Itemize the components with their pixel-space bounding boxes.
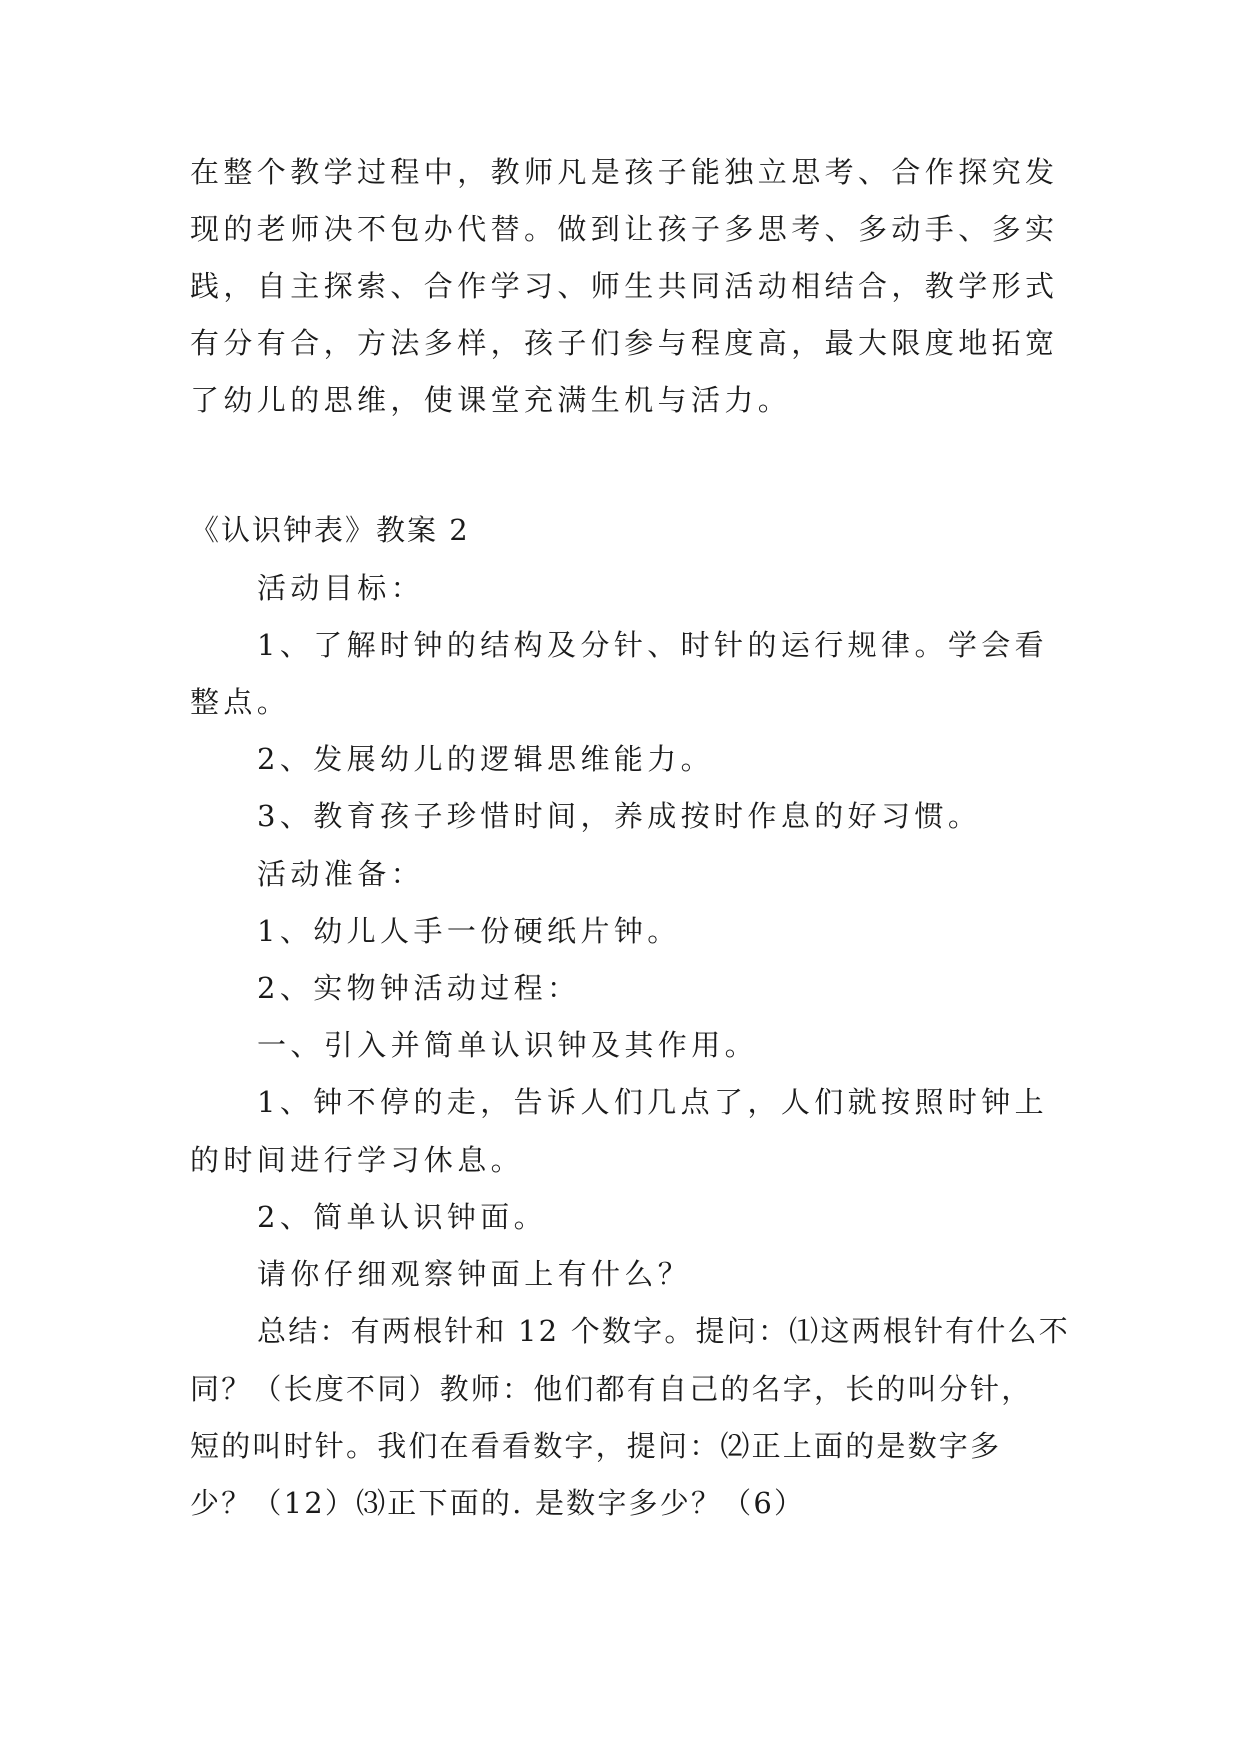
summary-line-1: 总结：有两根针和 12 个数字。提问：⑴这两根针有什么不 [257, 1314, 1070, 1348]
goal-3: 3、教育孩子珍惜时间，养成按时作息的好习惯。 [257, 799, 982, 833]
intro-paragraph-line-5: 了幼儿的思维，使课堂充满生机与活力。 [190, 383, 792, 417]
intro-paragraph-line-3: 践，自主探索、合作学习、师生共同活动相结合，教学形式 [190, 269, 1059, 303]
intro-paragraph-line-2: 现的老师决不包办代替。做到让孩子多思考、多动手、多实 [190, 212, 1059, 246]
summary-line-3: 短的叫时针。我们在看看数字，提问：⑵正上面的是数字多 [190, 1429, 1002, 1463]
step-1-item-1-line-2: 的时间进行学习休息。 [190, 1143, 525, 1177]
goal-2: 2、发展幼儿的逻辑思维能力。 [257, 742, 715, 776]
step-1-item-1-line-1: 1、钟不停的走，告诉人们几点了，人们就按照时钟上 [257, 1085, 1049, 1119]
intro-paragraph-line-1: 在整个教学过程中，教师凡是孩子能独立思考、合作探究发 [190, 155, 1059, 189]
question-line: 请你仔细观察钟面上有什么？ [257, 1257, 692, 1291]
goals-heading: 活动目标： [257, 571, 425, 605]
step-1-item-2: 2、简单认识钟面。 [257, 1200, 548, 1234]
prep-item-2: 2、实物钟活动过程： [257, 971, 581, 1005]
goal-1-line-1: 1、了解时钟的结构及分针、时针的运行规律。学会看 [257, 628, 1049, 662]
summary-line-2: 同？（长度不同）教师：他们都有自己的名字，长的叫分针， [190, 1372, 1033, 1406]
step-1-heading: 一、引入并简单认识钟及其作用。 [257, 1028, 759, 1062]
prep-heading: 活动准备： [257, 857, 425, 891]
section-title: 《认识钟表》教案 2 [190, 513, 470, 547]
summary-line-4: 少？（12）⑶正下面的. 是数字多少？（6） [190, 1486, 806, 1520]
goal-1-line-2: 整点。 [190, 685, 291, 719]
intro-paragraph-line-4: 有分有合，方法多样，孩子们参与程度高，最大限度地拓宽 [190, 326, 1059, 360]
prep-item-1: 1、幼儿人手一份硬纸片钟。 [257, 914, 681, 948]
